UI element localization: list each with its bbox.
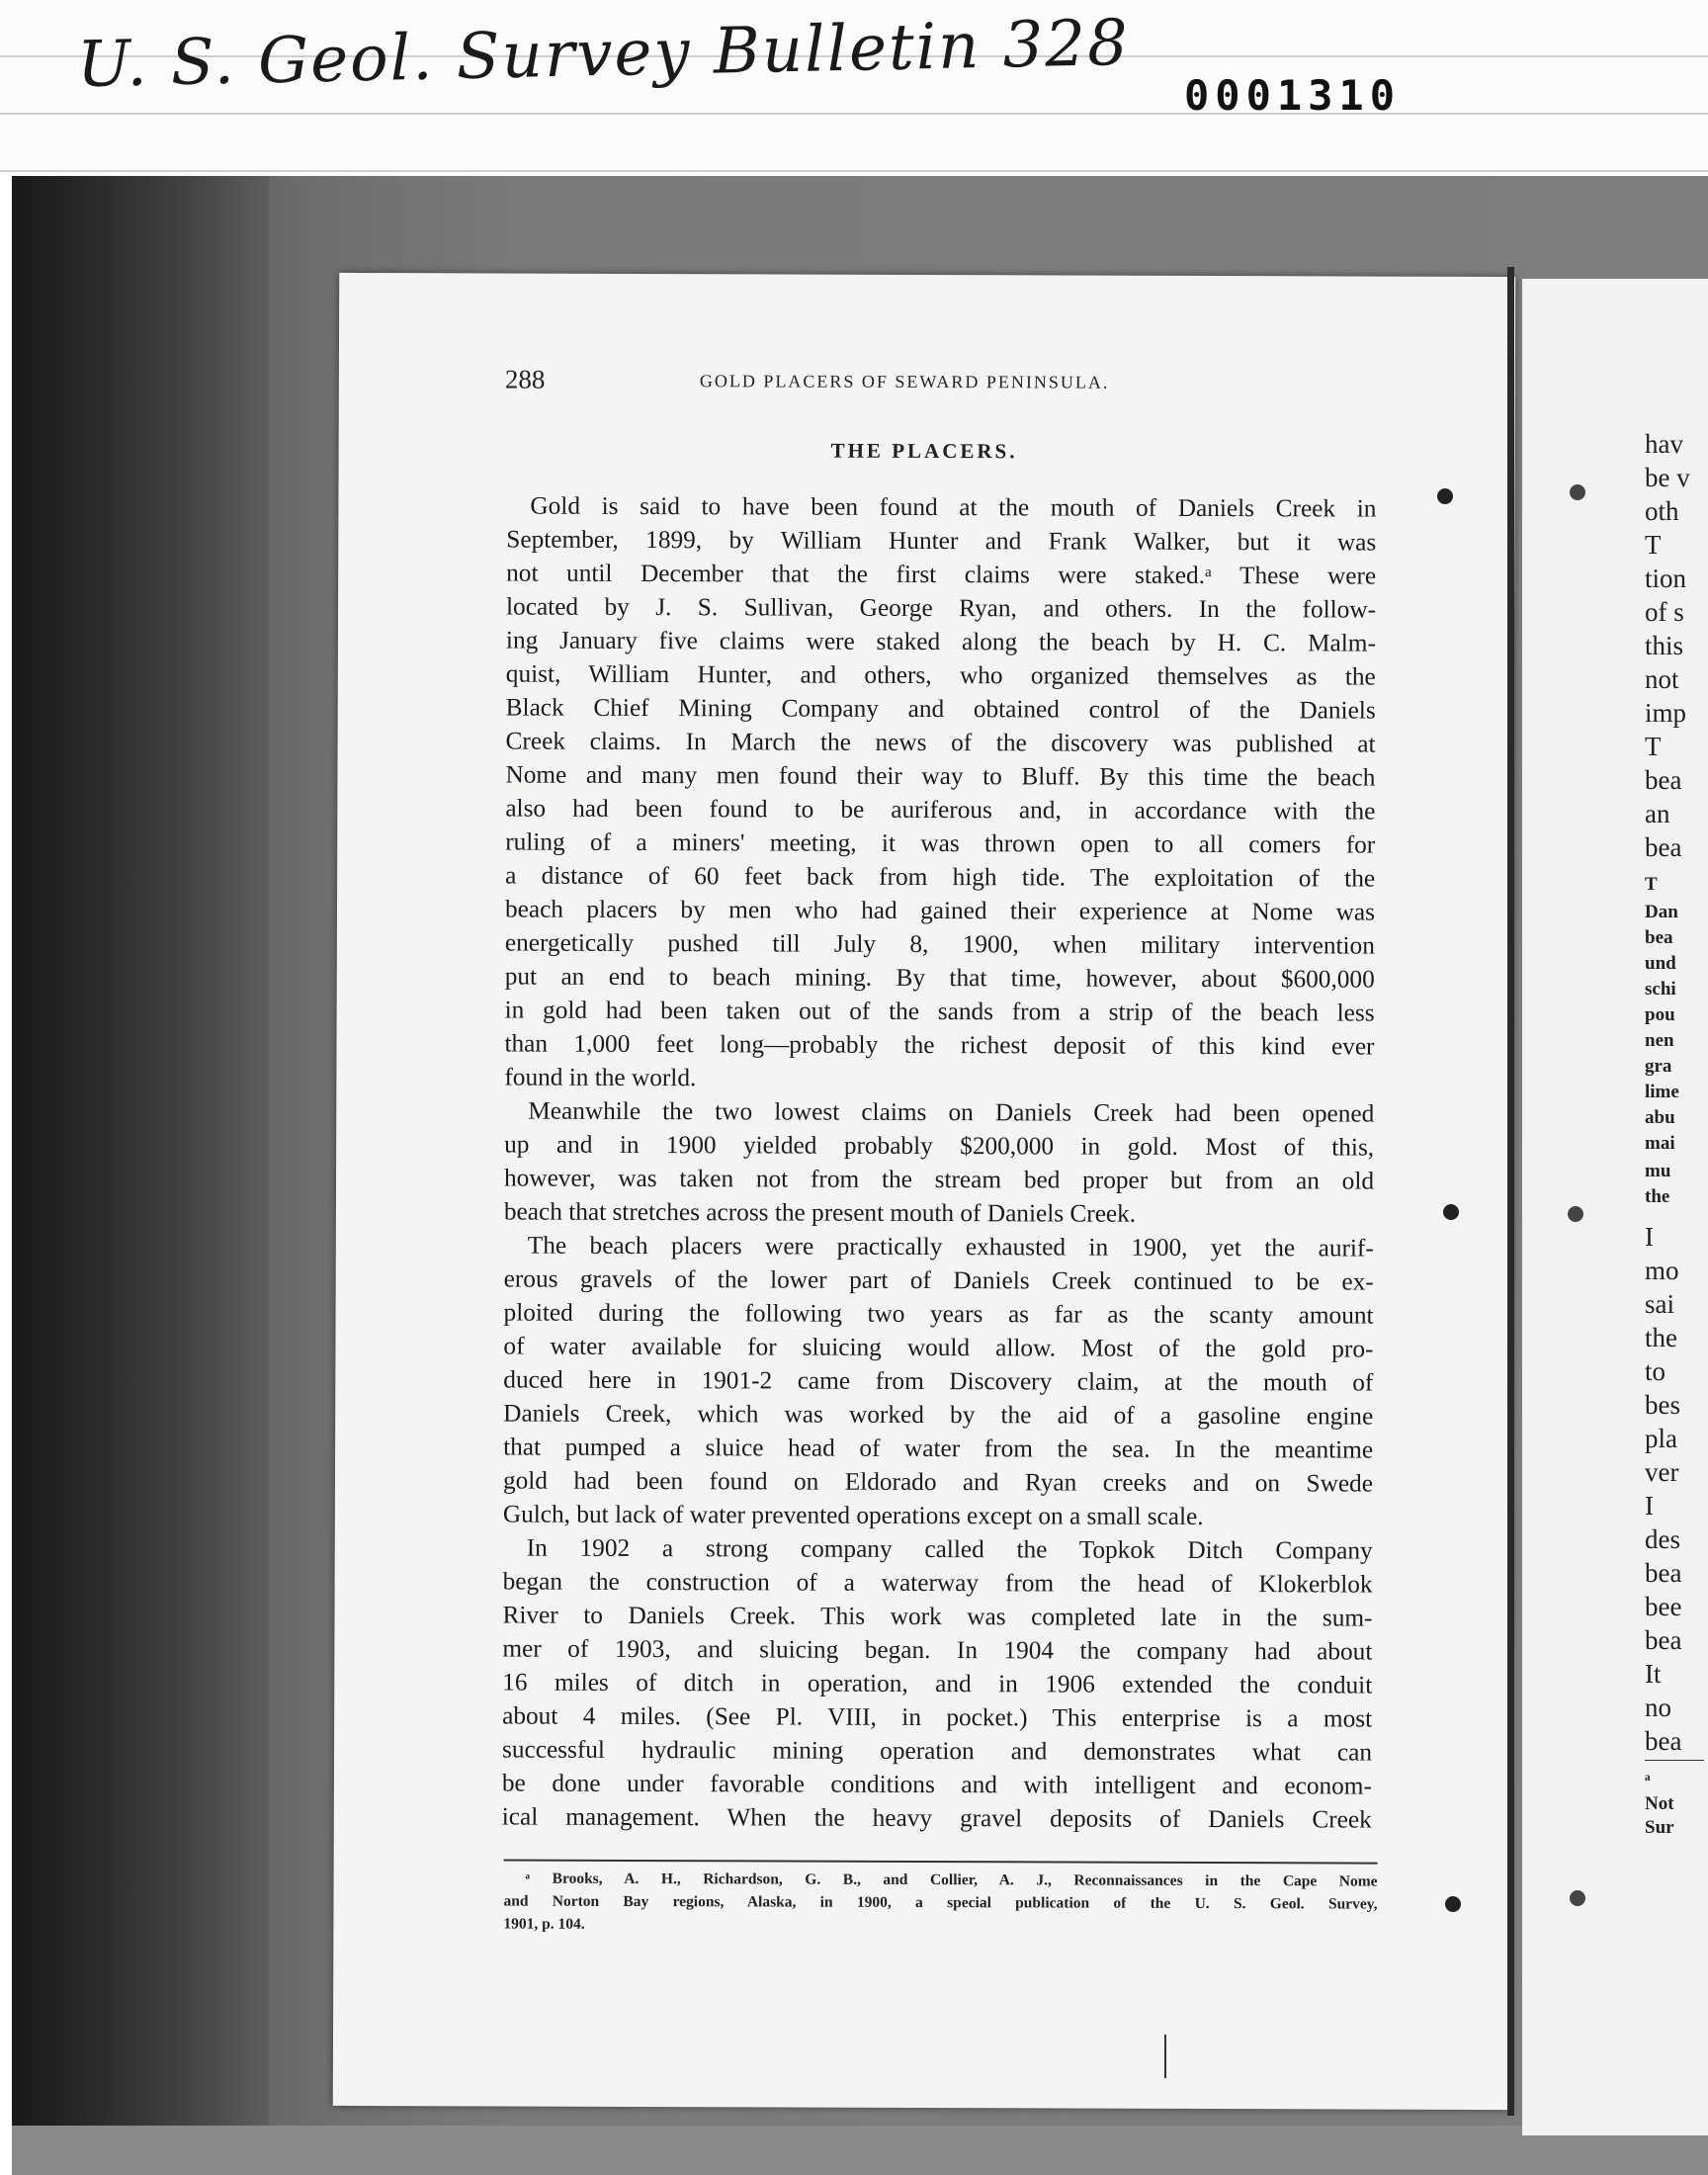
adjacent-page-text: mai xyxy=(1645,1133,1675,1154)
section-title: THE PLACERS. xyxy=(830,438,1018,464)
adjacent-page-text: ᵃ xyxy=(1645,1770,1651,1790)
adjacent-page-text: pou xyxy=(1645,1004,1675,1025)
adjacent-page-text: bea xyxy=(1645,832,1682,862)
adjacent-page-text: Sur xyxy=(1645,1817,1674,1838)
body-line: beach placers by men who had gained their experience at Nome was xyxy=(504,895,1376,926)
body-line: ploited during the following two years as far as the scanty amount xyxy=(503,1298,1374,1330)
body-line: Daniels Creek, which was worked by the aid of a gasoline engine xyxy=(503,1399,1374,1431)
adjacent-footnote-divider xyxy=(1645,1760,1704,1761)
body-line: Gold is said to have been found at the mouth of Daniels Creek in xyxy=(530,491,1377,523)
body-line: be done under favorable conditions and with intelligent and econom- xyxy=(501,1769,1372,1800)
catalog-label-strip xyxy=(0,0,1708,176)
adjacent-page-text: lime xyxy=(1645,1082,1679,1102)
body-line: Creek claims. In March the news of the discovery was published at xyxy=(505,727,1376,758)
body-line: 16 miles of ditch in operation, and in 1906 extended the conduit xyxy=(502,1668,1373,1699)
binding-hole-mark xyxy=(1443,1204,1459,1220)
body-line: beach that stretches across the present mouth of Daniels Creek. xyxy=(503,1197,1137,1228)
body-line: The beach placers were practically exhausted in 1900, yet the aurif- xyxy=(527,1231,1374,1262)
body-line: Gulch, but lack of water prevented operations except on a small scale. xyxy=(502,1500,1204,1530)
adjacent-page-text: no xyxy=(1645,1693,1671,1722)
stray-pen-mark xyxy=(1164,2035,1166,2078)
adjacent-page-text: oth xyxy=(1645,496,1679,526)
footnote-line: 1901, p. 104. xyxy=(503,1915,585,1933)
body-line: Black Chief Mining Company and obtained control of the Daniels xyxy=(505,693,1376,725)
adjacent-page-text: T xyxy=(1645,732,1662,761)
body-line: that pumped a sluice head of water from the sea. In the meantime xyxy=(503,1433,1374,1464)
adjacent-page-fragment xyxy=(1522,279,1708,2135)
body-line: ical management. When the heavy gravel deposits of Daniels Creek xyxy=(501,1802,1372,1834)
binding-hole-mark xyxy=(1570,484,1585,500)
body-line: duced here in 1901-2 came from Discovery claim, at the mouth of xyxy=(503,1365,1374,1397)
adjacent-page-text: bea xyxy=(1645,1726,1682,1756)
accession-number: 0001310 xyxy=(1184,71,1402,120)
adjacent-page-text: bea xyxy=(1645,927,1673,948)
adjacent-page-text: Not xyxy=(1645,1793,1674,1814)
body-line: Meanwhile the two lowest claims on Daniels Creek had been opened xyxy=(528,1096,1375,1128)
adjacent-page-text: an xyxy=(1645,799,1670,828)
adjacent-page-text: I xyxy=(1645,1491,1654,1521)
adjacent-page-text: this xyxy=(1645,631,1684,660)
adjacent-page-text: to xyxy=(1645,1356,1666,1386)
body-line: energetically pushed till July 8, 1900, when military intervention xyxy=(504,928,1375,960)
body-line: In 1902 a strong company called the Topkok Ditch Company xyxy=(526,1533,1373,1565)
adjacent-page-text: bea xyxy=(1645,1558,1682,1588)
page-number: 288 xyxy=(504,364,546,394)
body-line: than 1,000 feet long—probably the richest deposit of this kind ever xyxy=(504,1029,1375,1061)
adjacent-page-text: Dan xyxy=(1645,902,1678,922)
adjacent-page-text: bee xyxy=(1645,1592,1682,1621)
binding-hole-mark xyxy=(1437,488,1453,504)
body-line: erous gravels of the lower part of Daniels Creek continued to be ex- xyxy=(503,1264,1374,1296)
body-line: Nome and many men found their way to Bluff. By this time the beach xyxy=(505,760,1376,792)
adjacent-page-text: des xyxy=(1645,1524,1680,1554)
body-line: put an end to beach mining. By that time, however, about $600,000 xyxy=(504,962,1375,994)
adjacent-page-text: abu xyxy=(1645,1107,1675,1128)
body-line: of water available for sluicing would allow. Most of the gold pro- xyxy=(503,1332,1374,1363)
adjacent-page-text: mo xyxy=(1645,1256,1679,1285)
adjacent-page-text: pla xyxy=(1645,1424,1677,1453)
body-line: found in the world. xyxy=(504,1063,697,1092)
adjacent-page-text: be v xyxy=(1645,463,1690,492)
adjacent-page-text: of s xyxy=(1645,597,1684,627)
binding-hole-mark xyxy=(1570,1890,1585,1906)
adjacent-page-text: the xyxy=(1645,1323,1677,1352)
footnote-divider xyxy=(504,1860,1378,1865)
adjacent-page-text: schi xyxy=(1645,979,1676,1000)
adjacent-page-text: ver xyxy=(1645,1457,1679,1487)
body-line: began the construction of a waterway from the head of Klokerblok xyxy=(502,1567,1373,1599)
adjacent-page-text: bes xyxy=(1645,1390,1680,1420)
footnotes xyxy=(503,1868,1377,1939)
adjacent-page-text: T xyxy=(1645,530,1662,560)
running-head-title: GOLD PLACERS OF SEWARD PENINSULA. xyxy=(699,371,1110,392)
adjacent-page-text: sai xyxy=(1645,1289,1674,1319)
scan-bottom-band xyxy=(12,2126,1708,2175)
body-line: ing January five claims were staked along the beach by H. C. Malm- xyxy=(505,626,1376,657)
binding-hole-mark xyxy=(1568,1206,1583,1222)
adjacent-page-text: not xyxy=(1645,664,1679,694)
running-head xyxy=(505,365,1395,407)
adjacent-page-text: mu xyxy=(1645,1161,1671,1181)
adjacent-page-text: It xyxy=(1645,1659,1662,1689)
body-line: successful hydraulic mining operation and demonstrates what can xyxy=(501,1735,1373,1767)
body-line: about 4 miles. (See Pl. VIII, in pocket.) This enterprise is a most xyxy=(502,1701,1373,1733)
body-line: up and in 1900 yielded probably $200,000 in gold. Most of this, xyxy=(504,1130,1375,1162)
adjacent-page-text: the xyxy=(1645,1186,1670,1207)
adjacent-page-text: imp xyxy=(1645,698,1687,728)
body-line: also had been found to be auriferous and, in accordance with the xyxy=(505,794,1376,826)
body-line: not until December that the first claims were staked.ᵃ These were xyxy=(506,559,1377,590)
adjacent-page-text: bea xyxy=(1645,1625,1682,1655)
adjacent-page-text: und xyxy=(1645,953,1676,974)
body-text xyxy=(502,489,1377,1837)
adjacent-page-text: I xyxy=(1645,1222,1654,1252)
adjacent-page-text: hav xyxy=(1645,429,1683,459)
document-page xyxy=(333,273,1515,2110)
adjacent-page-text: gra xyxy=(1645,1056,1672,1077)
footnote-line: and Norton Bay regions, Alaska, in 1900, a special publication of the U. S. Geol. Survey, xyxy=(503,1892,1378,1913)
body-line: in gold had been taken out of the sands from a strip of the beach less xyxy=(504,996,1375,1027)
binding-hole-mark xyxy=(1445,1896,1461,1912)
adjacent-page-text: T xyxy=(1645,874,1658,895)
adjacent-page-text: tion xyxy=(1645,564,1687,593)
body-line: September, 1899, by William Hunter and Frank Walker, but it was xyxy=(506,525,1377,557)
body-line: however, was taken not from the stream bed proper but from an old xyxy=(503,1164,1375,1195)
footnote-line: ᵃ Brooks, A. H., Richardson, G. B., and Collier, A. J., Reconnaissances in the Cape Nome xyxy=(525,1870,1378,1890)
adjacent-page-text: nen xyxy=(1645,1030,1674,1051)
handwritten-catalog-note: U. S. Geol. Survey Bulletin 328 xyxy=(76,6,1131,103)
adjacent-page-text: bea xyxy=(1645,765,1682,795)
body-line: River to Daniels Creek. This work was completed late in the sum- xyxy=(502,1601,1373,1632)
body-line: mer of 1903, and sluicing began. In 1904 the company had about xyxy=(502,1634,1373,1666)
body-line: a distance of 60 feet back from high tide. The exploitation of the xyxy=(505,861,1376,893)
body-line: ruling of a miners' meeting, it was thrown open to all comers for xyxy=(505,827,1376,859)
page-edge-shadow xyxy=(1507,267,1514,2116)
body-line: quist, William Hunter, and others, who organized themselves as the xyxy=(505,659,1376,691)
body-line: located by J. S. Sullivan, George Ryan, and others. In the follow- xyxy=(506,592,1377,624)
body-line: gold had been found on Eldorado and Ryan creeks and on Swede xyxy=(502,1466,1374,1498)
